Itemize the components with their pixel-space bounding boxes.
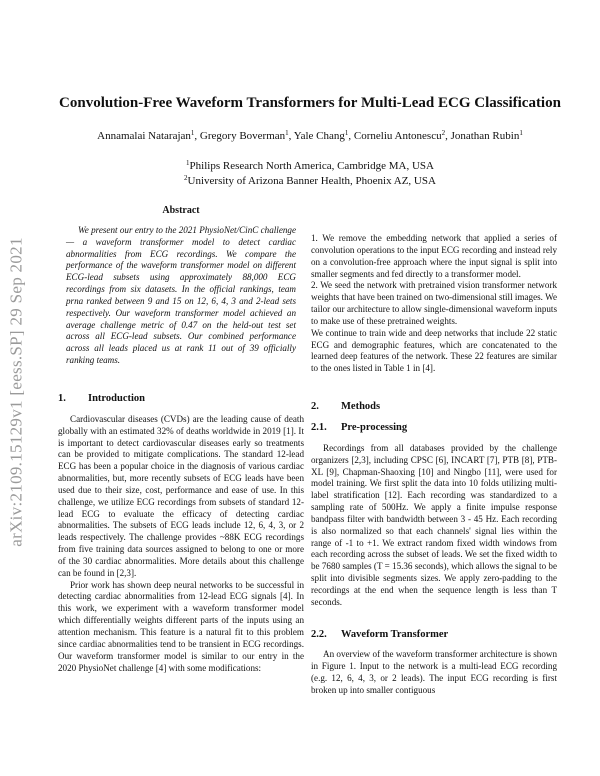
author: Jonathan Rubin$^1$ [450,129,523,142]
abstract-text: We present our entry to the 2021 PhysioNet/CinC challenge — a waveform transformer model to detect cardiac abnormalities from ECG recordings. We compare the performance of the waveform transformer model on different ECG-lead subsets using approximately 88,000 ECG recordings from six datasets. In the official rankings, team prna ranked between 9 and 15 on 12, 6, 4, 3 and 2-lead sets respectively. Our waveform transformer model achieved an average challenge metric of 0.47 on the held-out test set across all ECG-lead subsets. Our combined performance across all leads placed us at rank 11 out of 39 officially ranking teams. [66,224,296,366]
left-column [58,205,304,674]
affiliation: $^2$University of Arizona Banner Health, Phoenix AZ, USA [184,174,436,187]
author-list [40,129,580,143]
contribution-item: 2. We seed the network with pretrained vision transformer network weights that have been trained on two-dimensional still images. We tailor our architecture to allow single-dimensional waveform inputs to make use of these pretrained weights. [311,280,557,326]
paper-title: Convolution-Free Waveform Transformers for Multi-Lead ECG Classification [59,95,561,111]
author: Yale Chang$^1$, [293,129,354,142]
waveform-transformer-paragraph: An overview of the waveform transformer architecture is shown in Figure 1. Input to the network is a multi-lead ECG recording (e.g. 12, 6, 4, 3, or 2 leads). The input ECG recording is first broken up into smaller contiguous [311,649,557,695]
intro-paragraph: Cardiovascular diseases (CVDs) are the leading cause of death globally with an estimated 32% of deaths worldwide in 2019 [1]. It is important to detect cardiovascular diseases early so treatments can be provided to mitigate complications. The standard 12-lead ECG has been a popular choice in the diagnosis of various cardiac abnormalities, but, more recently subsets of ECG leads have been used due to their size, cost, performance and ease of use. In this challenge, we utilize ECG recordings from subsets of standard 12-lead ECG to evaluate the efficacy of detecting cardiac abnormalities. The subsets of ECG leads include 12, 6, 4, 3, or 2 leads respectively. The challenge provides ~88K ECG recordings from five training data sources assigned to belong to one or more of the 30 cardiac abnormalities. More details about this challenge can be found in [2,3]. [58,413,304,578]
subsection-heading-preprocessing: 2.1. Pre-processing [311,421,408,433]
affiliations [40,159,580,189]
author: Corneliu Antonescu$^2$, [353,129,451,142]
author: Gregory Boverman$^1$, [199,129,294,142]
affiliation: $^1$Philips Research North America, Cambridge MA, USA [186,159,434,172]
preprocessing-paragraph: Recordings from all databases provided by the challenge organizers [2,3], including CPSC [6], INCART [7], PTB [8], PTB-XL [9], Chapman-Shaoxing [10] and Ningbo [11], were used for model training. We first split the data into 10 folds utilizing multi-label stratification [12]. Each recording was standardized to a sampling rate of 500Hz. We apply a finite impulse response bandpass filter with bandwidth between 3 - 45 Hz. Each recording is also normalized so that each channels' signal lies within the range of -1 to +1. We extract random fixed width windows from each recording across the subset of leads. We set the fixed width to be 7680 samples (T = 15.36 seconds), which allows the signal to be split into divisible segments sizes. We apply zero-padding to the recordings at the end when the sequence length is less than T seconds. [311,442,557,607]
contribution-item: 1. We remove the embedding network that applied a series of convolution operations to the input ECG recording and instead rely on a convolution-free approach where the input signal is split into smaller segments and fed directly to a transformer model. [311,233,557,279]
right-column [311,233,557,697]
author: Annamalai Natarajan$^1$, [97,129,200,142]
arxiv-id-text: arXiv:2109.15129v1 [eess.SP] 29 Sep 2021 [7,237,27,547]
abstract-heading: Abstract [162,205,200,216]
intro-paragraph: We continue to train wide and deep networks that include 22 static ECG and demographic features, which are concatenated to the learned deep features of the network. These 22 features are similar to the ones listed in Table 1 in [4]. [311,327,557,374]
arxiv-identifier [6,208,28,576]
subsection-heading-waveform-transformer: 2.2. Waveform Transformer [311,628,449,640]
section-heading-methods: 2. Methods [311,401,381,413]
section-heading-introduction: 1. Introduction [58,392,145,404]
intro-paragraph: Prior work has shown deep neural networks to be successful in detecting cardiac abnormalities from 12-lead ECG signals [4]. In this work, we experiment with a waveform transformer model which differentially weights different parts of the inputs using an attention mechanism. This feature is a natural fit to this problem since cardiac abnormalities tend to be transient in ECG recordings. Our waveform transformer model is similar to our entry in the 2020 PhysioNet challenge [4] with some modifications: [58,579,304,673]
